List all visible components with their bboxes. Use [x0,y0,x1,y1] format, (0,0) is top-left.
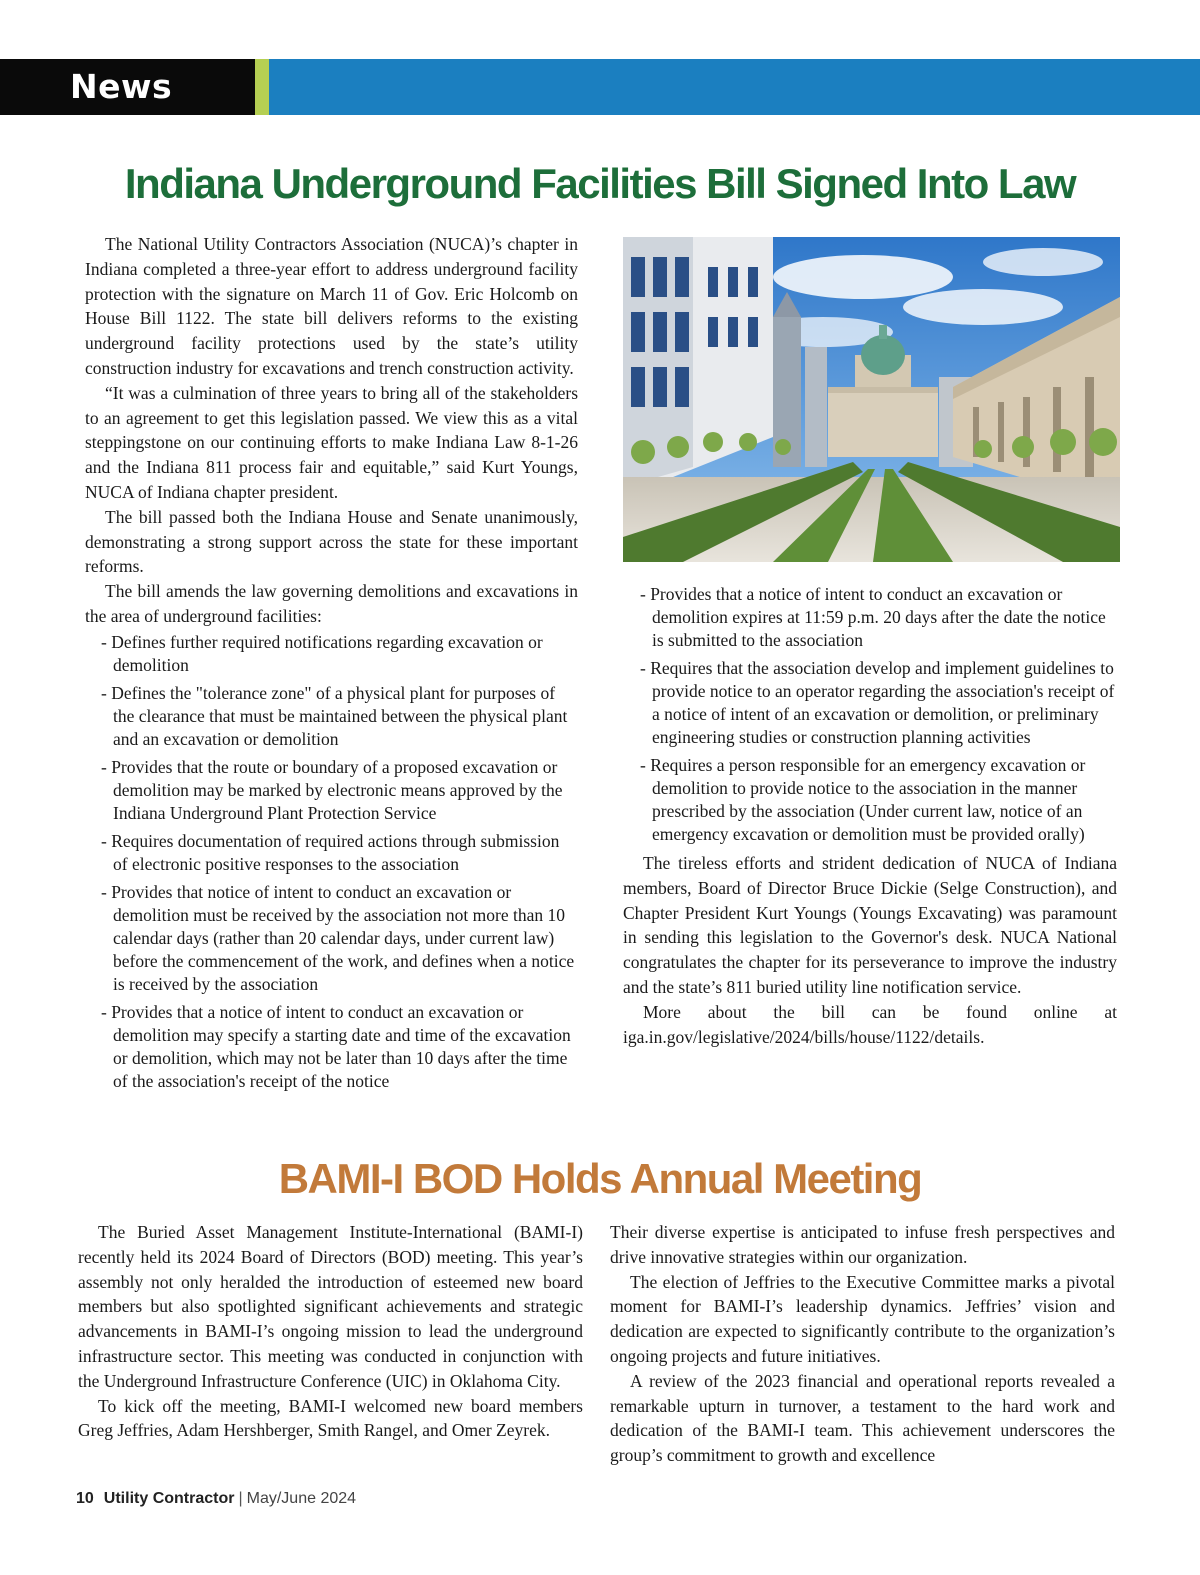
statehouse-photo [623,237,1120,562]
paragraph: To kick off the meeting, BAMI-I welcomed new board members Greg Jeffries, Adam Hershberger, Smith Rangel, and Omer Zeyrek. [78,1395,583,1441]
issue-date: May/June 2024 [246,1490,357,1507]
paragraph: The bill amends the law governing demolitions and excavations in the area of underground facilities: [85,581,578,626]
article-title: BAMI-I BOD Holds Annual Meeting [278,1155,922,1202]
bullet-item: - Requires that the association develop and implement guidelines to provide notice to an operator regarding the association's receipt of a notice of intent of an excavation or demolition, or preliminary engineering studies or construction planning activities [640,658,1115,747]
bullet-item: - Defines the "tolerance zone" of a physical plant for purposes of the clearance that must be maintained between the physical plant and an excavation or demolition [101,682,568,749]
publication-name: Utility Contractor [103,1490,235,1507]
article-column-left [78,1220,583,1443]
bullet-item: - Requires a person responsible for an emergency excavation or demolition to provide notice to the association in the manner prescribed by the association (Under current law, notice of an emergency excavation or demolition must be provided orally) [640,755,1086,844]
paragraph: The National Utility Contractors Association (NUCA)’s chapter in Indiana completed a three-year effort to address underground facility protection with the signature on March 11 of Gov. Eric Holcomb on House Bill 1122. The state bill delivers reforms to the existing underground facility protections used by the state’s utility construction industry for excavations and trench construction activity. [85,234,578,378]
article-column-right [610,1220,1115,1468]
paragraph: The bill passed both the Indiana House and Senate unanimously, demonstrating a strong support across the state for these important reforms. [85,506,578,577]
paragraph: “It was a culmination of three years to bring all of the stakeholders to an agreement to get this legislation passed. We view this as a vital steppingstone on our continuing efforts to make Indiana Law 8-1-26 and the Indiana 811 process fair and equitable,” said Kurt Youngs, NUCA of Indiana chapter president. [85,382,578,502]
section-label: News [70,67,173,106]
accent-stripe [255,59,269,115]
paragraph: A review of the 2023 financial and operational reports revealed a remarkable upturn in turnover, a testament to the hard work and dedication of the BAMI-I team. This achievement underscores the group’s commitment to growth and excellence [610,1370,1115,1466]
bullet-item: - Provides that notice of intent to conduct an excavation or demolition must be received by the association not more than 10 calendar days (rather than 20 calendar days, under current law) before the commencement of the work, and defines when a notice is received by the association [101,881,575,994]
bullet-item: - Provides that the route or boundary of a proposed excavation or demolition may be marked by electronic means approved by the Indiana Underground Plant Protection Service [101,756,563,823]
bullet-item: - Provides that a notice of intent to conduct an excavation or demolition may specify a starting date and time of the excavation or demolition, which may not be later than 10 days after the time of the association's receipt of the notice [101,1001,571,1091]
section-header-band [0,59,1200,115]
paragraph: The tireless efforts and strident dedication of NUCA of Indiana members, Board of Director Bruce Dickie (Selge Construction), and Chapter President Kurt Youngs (Youngs Excavating) was paramount in sending this legislation to the Governor's desk. NUCA National congratulates the chapter for its perseverance to improve the industry and the state’s 811 buried utility line notification service. [623,853,1117,997]
header-color-bar [269,59,1200,115]
article-title: Indiana Underground Facilities Bill Signed Into Law [124,160,1076,207]
paragraph: Their diverse expertise is anticipated to infuse fresh perspectives and drive innovative strategies within our organization. [610,1222,1115,1267]
bullet-item: - Defines further required notifications regarding excavation or demolition [101,631,543,675]
bullet-item: - Provides that a notice of intent to conduct an excavation or demolition expires at 11:59 p.m. 20 days after the date the notice is submitted to the association [640,584,1106,650]
article-column-left [85,232,578,1098]
article-column-right [623,583,1117,1049]
paragraph: The election of Jeffries to the Executive Committee marks a pivotal moment for BAMI-I’s leadership dynamics. Jeffries’ vision and dedication are expected to significantly contribute to the organization’s ongoing projects and future initiatives. [610,1271,1115,1366]
page-footer [76,1490,356,1508]
footer-separator: | [238,1490,243,1507]
page-number: 10 [76,1490,94,1507]
bullet-item: - Requires documentation of required actions through submission of electronic positive responses to the association [101,830,560,874]
paragraph: The Buried Asset Management Institute-International (BAMI-I) recently held its 2024 Board of Directors (BOD) meeting. This year’s assembly not only heralded the introduction of esteemed new board members but also spotlighted significant achievements and strategic advancements in BAMI-I’s ongoing mission to lead the underground infrastructure sector. This meeting was conducted in conjunction with the Underground Infrastructure Conference (UIC) in Oklahoma City. [78,1222,583,1391]
paragraph: More about the bill can be found online at iga.in.gov/legislative/2024/bills/house/1122/details. [623,1001,1117,1047]
